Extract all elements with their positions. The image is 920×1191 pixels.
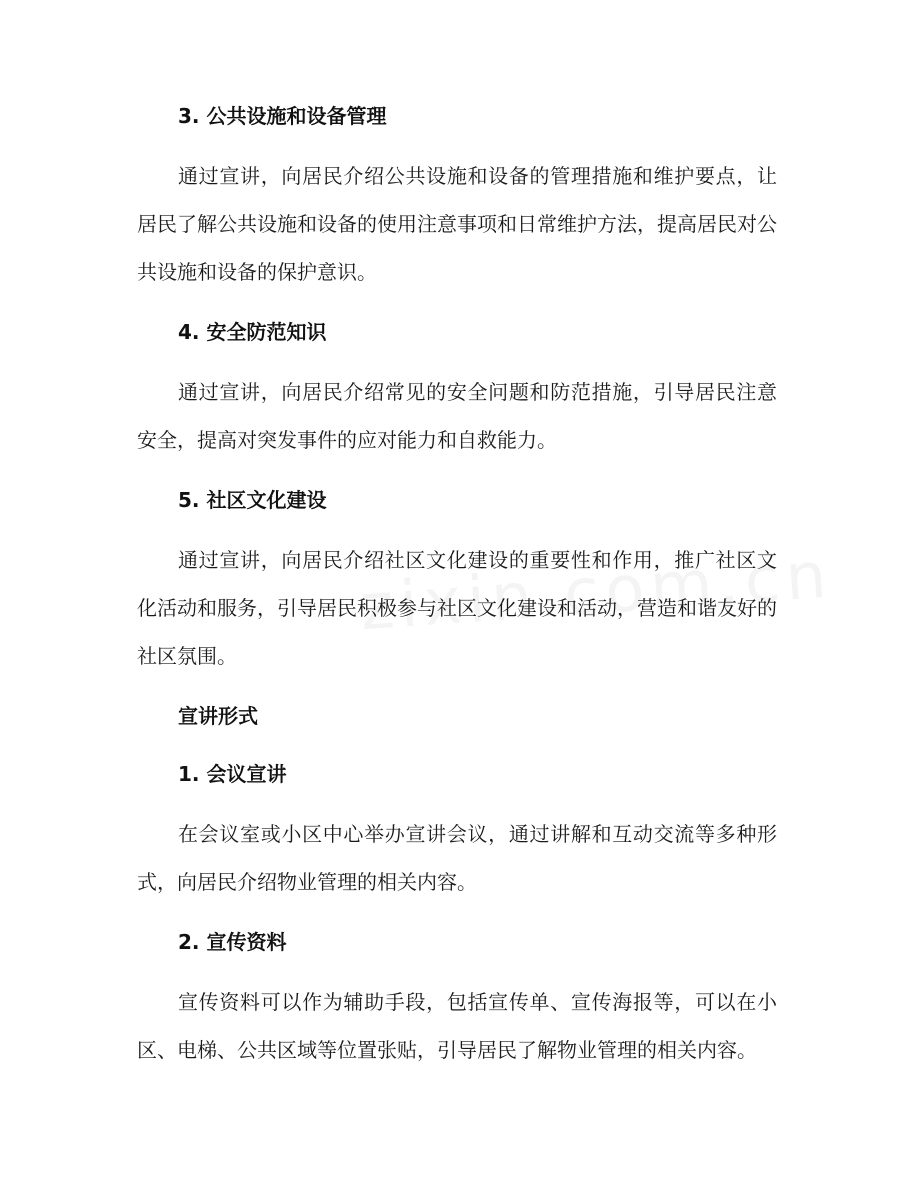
section-heading-format: 宣讲形式 [178, 704, 258, 728]
section-heading-meeting: 1. 会议宣讲 [178, 762, 287, 786]
section-heading-culture: 5. 社区文化建设 [178, 488, 327, 512]
section-heading-materials: 2. 宣传资料 [178, 930, 287, 954]
section-paragraph-culture: 通过宣讲，向居民介绍社区文化建设的重要性和作用，推广社区文化活动和服务，引导居民积极参与社区文化建设和活动，营造和谐友好的社区氛围。 [137, 548, 777, 668]
document-page [137, 100, 777, 1074]
section-paragraph-materials: 宣传资料可以作为辅助手段，包括宣传单、宣传海报等，可以在小区、电梯、公共区域等位置张贴，引导居民了解物业管理的相关内容。 [137, 990, 777, 1062]
section-paragraph-meeting: 在会议室或小区中心举办宣讲会议，通过讲解和互动交流等多种形式，向居民介绍物业管理的相关内容。 [137, 822, 777, 894]
section-heading-facilities: 3. 公共设施和设备管理 [178, 104, 387, 128]
section-paragraph-safety: 通过宣讲，向居民介绍常见的安全问题和防范措施，引导居民注意安全，提高对突发事件的应对能力和自救能力。 [137, 380, 777, 452]
section-paragraph-facilities: 通过宣讲，向居民介绍公共设施和设备的管理措施和维护要点，让居民了解公共设施和设备的使用注意事项和日常维护方法，提高居民对公共设施和设备的保护意识。 [137, 164, 777, 284]
section-heading-safety: 4. 安全防范知识 [178, 320, 327, 344]
